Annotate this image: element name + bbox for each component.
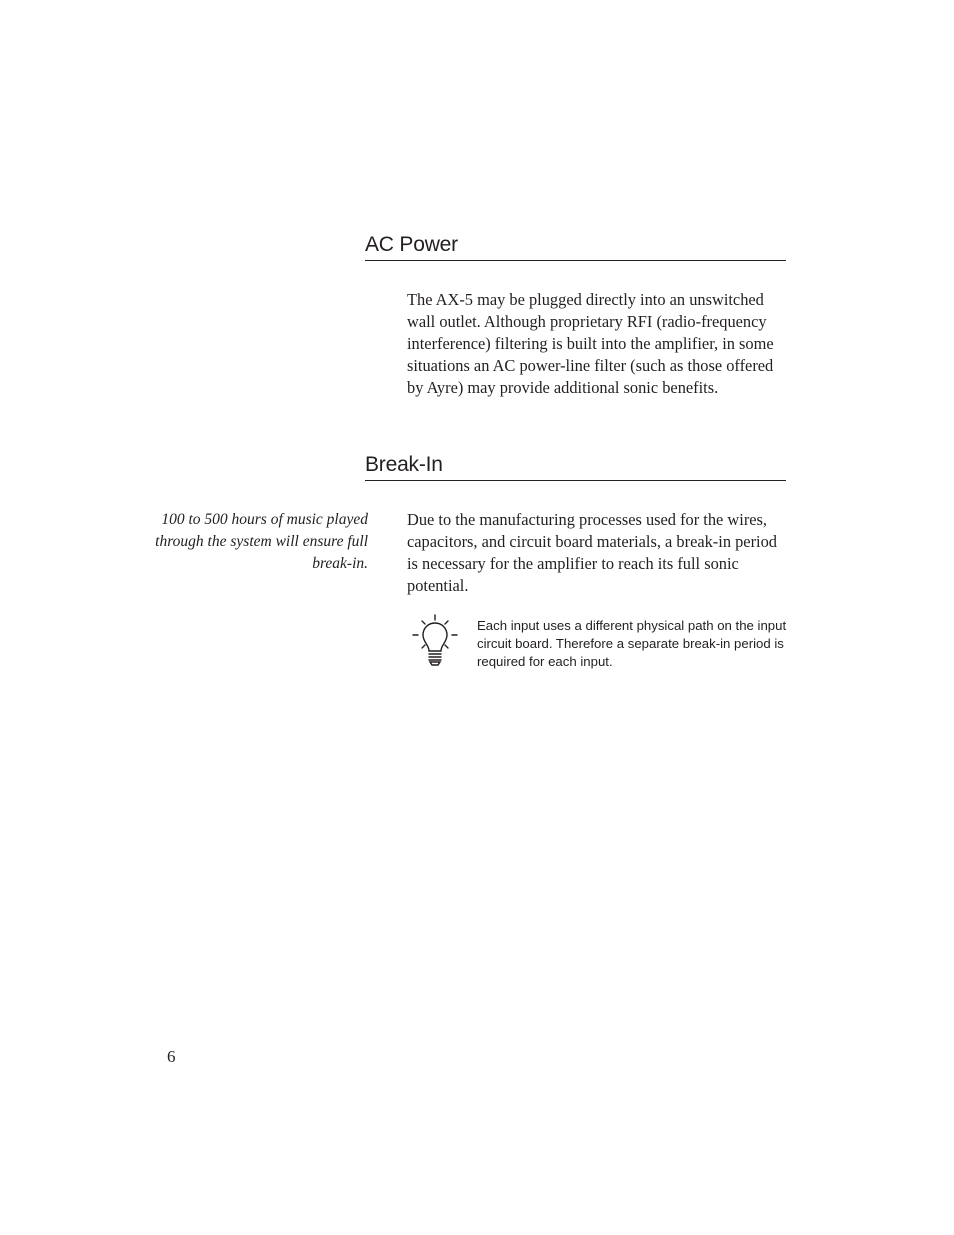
ac-power-paragraph: The AX-5 may be plugged directly into an unswitched wall outlet. Although proprietary RFI (radio-frequency interference) filtering is built into the amplifier, in some situations an AC power-line filter (such as those offered by Ayre) may provide additional sonic benefits. [407,290,774,397]
lightbulb-icon [410,614,460,670]
section-heading-ac-power: AC Power [365,233,786,261]
tip-text: Each input uses a different physical path on the input circuit board. Therefore a separate break-in period is required for each input. [477,618,787,669]
break-in-paragraph: Due to the manufacturing processes used for the wires, capacitors, and circuit board materials, a break-in period is necessary for the amplifier to reach its full sonic potential. [407,510,777,595]
break-in-sidenote: 100 to 500 hours of music played through the system will ensure full break-in. [155,511,368,572]
page-number: 6 [167,1047,176,1066]
section-heading-break-in: Break-In [365,453,786,481]
